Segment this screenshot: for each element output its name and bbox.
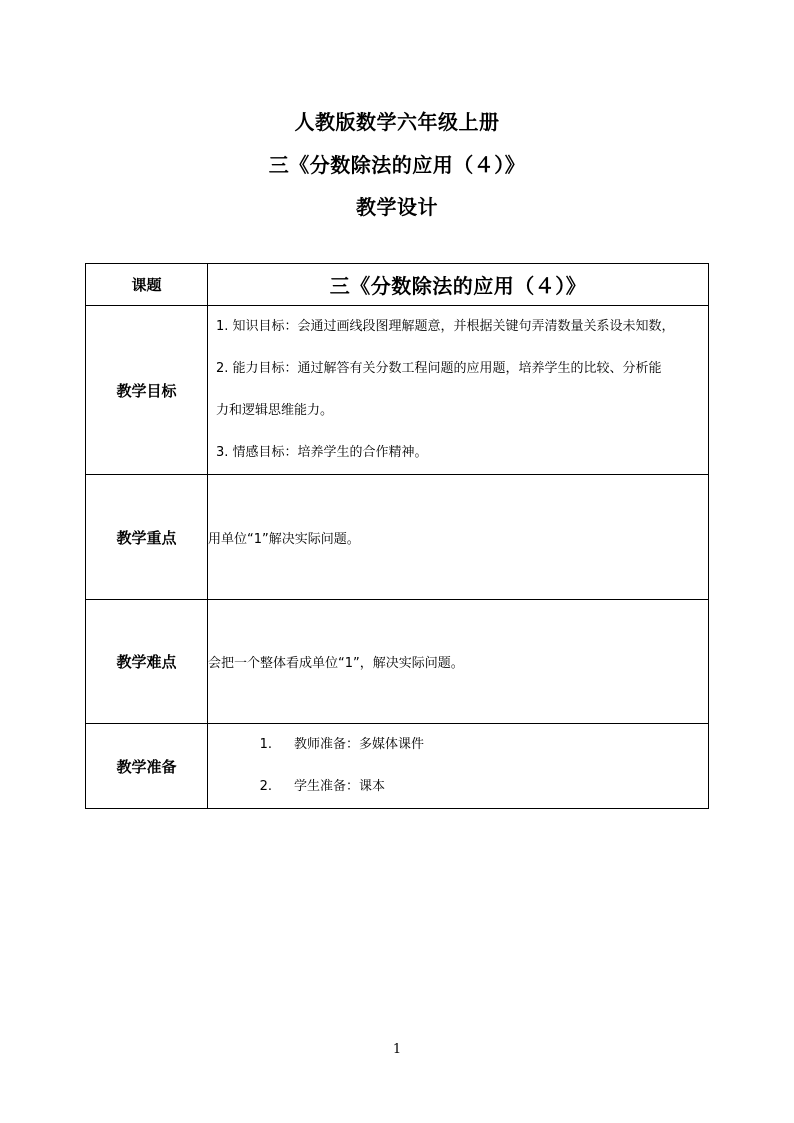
key-points-text: 用单位“1”解决实际问题。: [208, 475, 709, 600]
objective-line-1: 1. 知识目标：会通过画线段图理解题意，并根据关键句弄清数量关系设未知数，: [216, 319, 675, 334]
preparation-item-text: 学生准备：课本: [294, 779, 386, 794]
key-points-label: 教学重点: [86, 475, 208, 600]
document-title-line-1: 人教版数学六年级上册: [294, 110, 500, 134]
topic-value: 三《分数除法的应用（４）》: [208, 264, 709, 306]
difficulties-text: 会把一个整体看成单位“1”，解决实际问题。: [208, 600, 709, 724]
table-row-objectives: [86, 306, 709, 475]
preparation-item-number: 1.: [259, 737, 272, 752]
objectives-label: 教学目标: [86, 306, 208, 475]
preparation-label: 教学准备: [86, 724, 208, 809]
lesson-plan-table: [85, 263, 709, 809]
list-item: [208, 766, 708, 808]
page-number: 1: [392, 1042, 402, 1057]
document-title-line-2: 三《分数除法的应用（４）》: [268, 153, 526, 177]
table-row-difficulties: [86, 600, 709, 724]
objectives-content: [208, 306, 709, 475]
table-row-preparation: [86, 724, 709, 809]
objective-line-4: 3. 情感目标：培养学生的合作精神。: [216, 445, 428, 460]
table-row-key-points: [86, 475, 709, 600]
difficulties-label: 教学难点: [86, 600, 208, 724]
preparation-item-text: 教师准备：多媒体课件: [294, 737, 425, 752]
preparation-content: [208, 724, 709, 809]
list-item: [208, 724, 708, 766]
document-title-line-3: 教学设计: [356, 195, 438, 219]
topic-label: 课题: [86, 264, 208, 306]
preparation-item-number: 2.: [259, 779, 272, 794]
objective-line-3: 力和逻辑思维能力。: [216, 403, 334, 418]
table-row-topic: [86, 264, 709, 306]
objective-line-2: 2. 能力目标：通过解答有关分数工程问题的应用题，培养学生的比较、分析能: [216, 361, 662, 376]
